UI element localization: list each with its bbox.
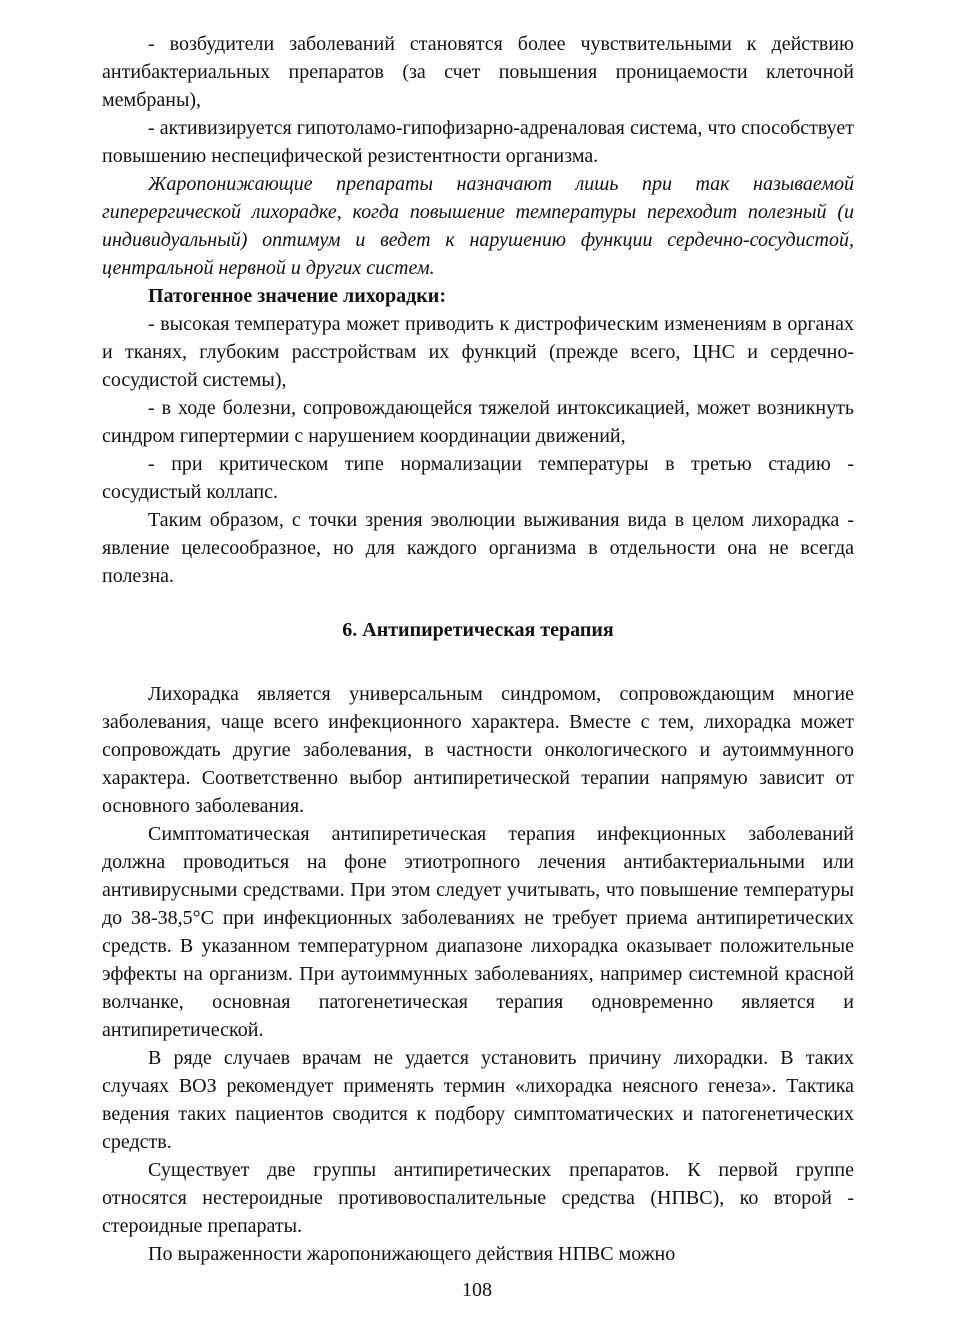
- pathogenic-item: - в ходе болезни, сопровождающейся тяжелой интоксикацией, может возникнуть синдром гипертермии с нарушением координации движений,: [102, 397, 854, 447]
- document-page: [102, 30, 854, 1268]
- pathogenic-item: - при критическом типе нормализации температуры в третью стадию - сосудистый коллапс.: [102, 453, 854, 503]
- section-paragraph: В ряде случаев врачам не удается установить причину лихорадки. В таких случаях ВОЗ рекомендует применять термин «лихорадка неясного генеза». Тактика ведения таких пациентов сводится к подбору симптоматических и патогенетических средств.: [102, 1047, 854, 1153]
- pathogenic-item: - высокая температура может приводить к дистрофическим изменениям в органах и тканях, глубоким расстройствам их функций (прежде всего, ЦНС и сердечно-сосудистой системы),: [102, 313, 854, 391]
- section-paragraph: Симптоматическая антипиретическая терапия инфекционных заболеваний должна проводиться на фоне этиотропного лечения антибактериальными или антивирусными средствами. При этом следует учитывать, что повышение температуры до 38-38,5°С при инфекционных заболеваниях не требует приема антипиретических средств. В указанном температурном диапазоне лихорадка оказывает положительные эффекты на организм. При аутоиммунных заболеваниях, например системной красной волчанке, основная патогенетическая терапия одновременно является и антипиретической.: [102, 823, 854, 1041]
- section-paragraph: Лихорадка является универсальным синдромом, сопровождающим многие заболевания, чаще всего инфекционного характера. Вместе с тем, лихорадка может сопровождать другие заболевания, в частности онкологического и аутоиммунного характера. Соответственно выбор антипиретической терапии напрямую зависит от основного заболевания.: [102, 683, 854, 817]
- section-paragraph: Существует две группы антипиретических препаратов. К первой группе относятся нестероидные противовоспалительные средства (НПВС), ко второй - стероидные препараты.: [102, 1159, 854, 1237]
- section-title: 6. Антипиретическая терапия: [342, 619, 614, 641]
- paragraph-antipyretic-note: Жаропонижающие препараты назначают лишь при так называемой гиперергической лихорадке, когда повышение температуры переходит полезный (и индивидуальный) оптимум и ведет к нарушению функции сердечно-сосудистой, центральной нервной и других систем.: [102, 173, 854, 279]
- pathogenic-heading: Патогенное значение лихорадки:: [148, 285, 446, 307]
- paragraph-conclusion: Таким образом, с точки зрения эволюции выживания вида в целом лихорадка - явление целесообразное, но для каждого организма в отдельности она не всегда полезна.: [102, 509, 854, 587]
- section-paragraph: По выраженности жаропонижающего действия НПВС можно: [148, 1243, 676, 1265]
- page-number: 108: [462, 1279, 492, 1301]
- paragraph-hypothalamic: - активизируется гипотоламо-гипофизарно-адреналовая система, что способствует повышению неспецифической резистентности организма.: [102, 117, 854, 167]
- paragraph-antibacterial: - возбудители заболеваний становятся более чувствительными к действию антибактериальных препаратов (за счет повышения проницаемости клеточной мембраны),: [102, 33, 854, 111]
